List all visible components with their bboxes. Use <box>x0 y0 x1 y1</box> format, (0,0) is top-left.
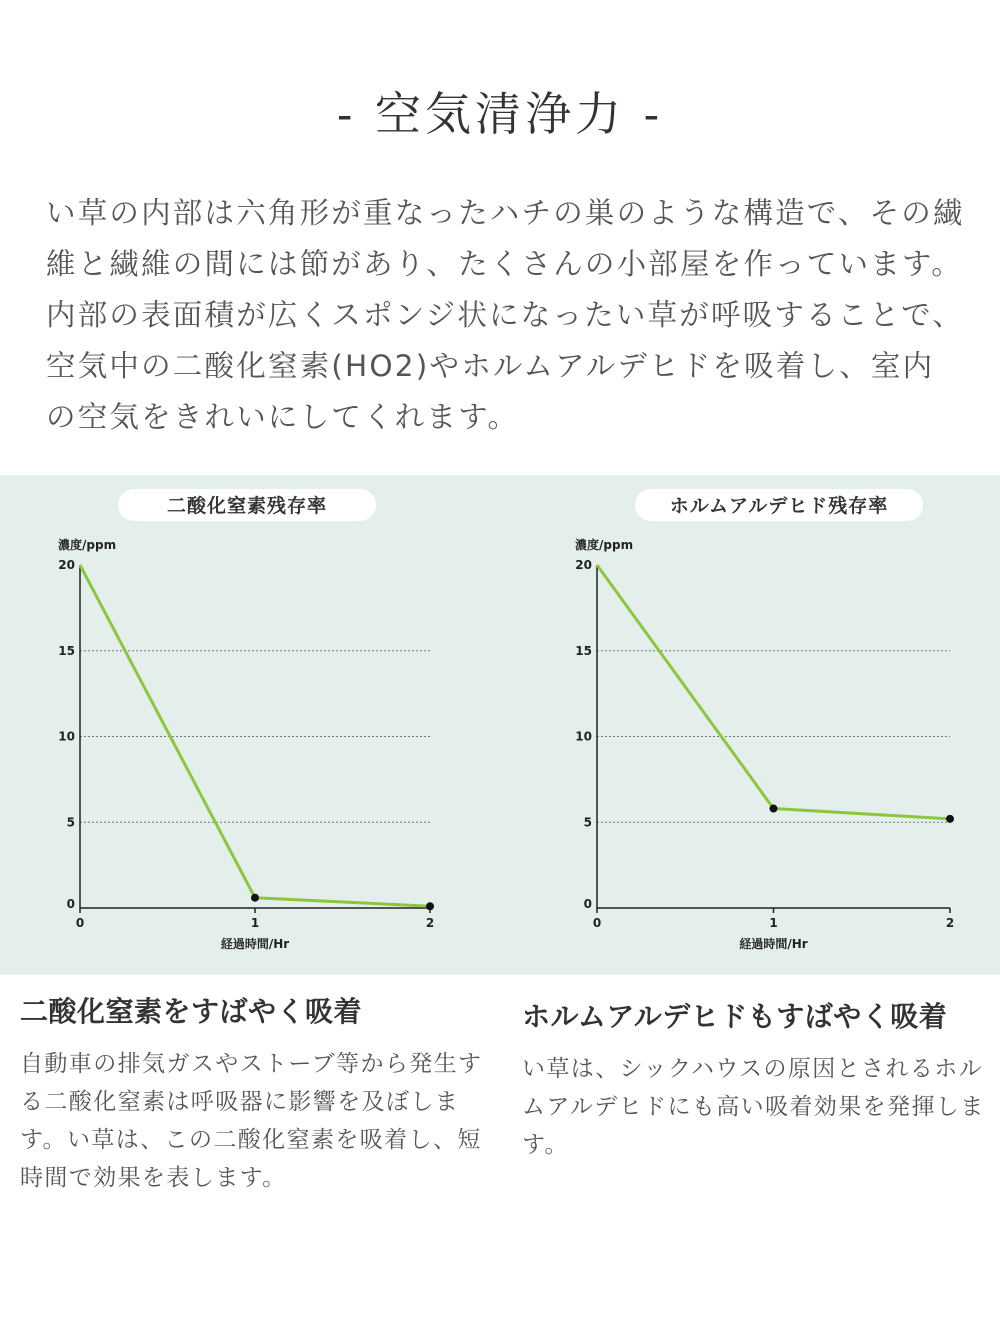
x-axis-label: 経過時間/Hr <box>220 937 290 951</box>
x-tick-label: 1 <box>769 916 778 930</box>
y-tick-label: 15 <box>58 643 75 658</box>
x-tick-label: 0 <box>592 916 602 930</box>
x-tick-label: 2 <box>425 916 435 930</box>
section-heading-formaldehyde: ホルムアルデヒドもすばやく吸着 <box>522 1000 948 1033</box>
y-axis-label: 濃度/ppm <box>575 538 634 552</box>
chart-title: 二酸化窒素残存率 <box>166 495 328 517</box>
data-point <box>946 815 954 823</box>
chart-title: ホルムアルデヒド残存率 <box>669 495 889 517</box>
series-line <box>597 565 950 819</box>
y-axis-label: 濃度/ppm <box>58 538 117 552</box>
series-line <box>80 565 430 906</box>
y-tick-label: 0 <box>66 897 75 911</box>
intro-paragraph: い草の内部は六角形が重なったハチの巣のような構造で、その繊維と繊維の間には節があり、たくさんの小部屋を作っています。内部の表面積が広くスポンジ状になったい草が呼吸することで、空気中の二酸化窒素(HO2)やホルムアルデヒドを吸着し、室内の空気をきれいにしてくれます。 <box>46 196 965 434</box>
x-axis-label: 経過時間/Hr <box>739 937 808 951</box>
data-point <box>426 902 434 910</box>
data-point <box>770 805 778 813</box>
x-tick-label: 2 <box>945 916 955 930</box>
y-tick-label: 15 <box>575 643 592 658</box>
y-tick-label: 5 <box>66 815 75 830</box>
page-title: - 空気清浄力 - <box>336 87 664 141</box>
y-tick-label: 20 <box>58 558 75 572</box>
y-tick-label: 20 <box>575 558 592 572</box>
chart-band <box>0 475 1000 975</box>
section-body-no2: 自動車の排気ガスやストーブ等から発生する二酸化窒素は呼吸器に影響を及ぼします。い草は、この二酸化窒素を吸着し、短時間で効果を表します。 <box>20 1051 483 1191</box>
x-tick-label: 0 <box>75 916 85 930</box>
y-tick-label: 5 <box>583 815 592 830</box>
y-tick-label: 10 <box>58 729 75 744</box>
x-tick-label: 1 <box>250 916 260 930</box>
section-body-formaldehyde: い草は、シックハウスの原因とされるホルムアルデヒドにも高い吸着効果を発揮します。 <box>522 1056 985 1158</box>
charts-svg <box>0 475 1000 975</box>
data-point <box>251 894 259 902</box>
y-tick-label: 10 <box>575 729 592 744</box>
section-heading-no2: 二酸化窒素をすばやく吸着 <box>20 995 363 1028</box>
y-tick-label: 0 <box>583 897 592 911</box>
